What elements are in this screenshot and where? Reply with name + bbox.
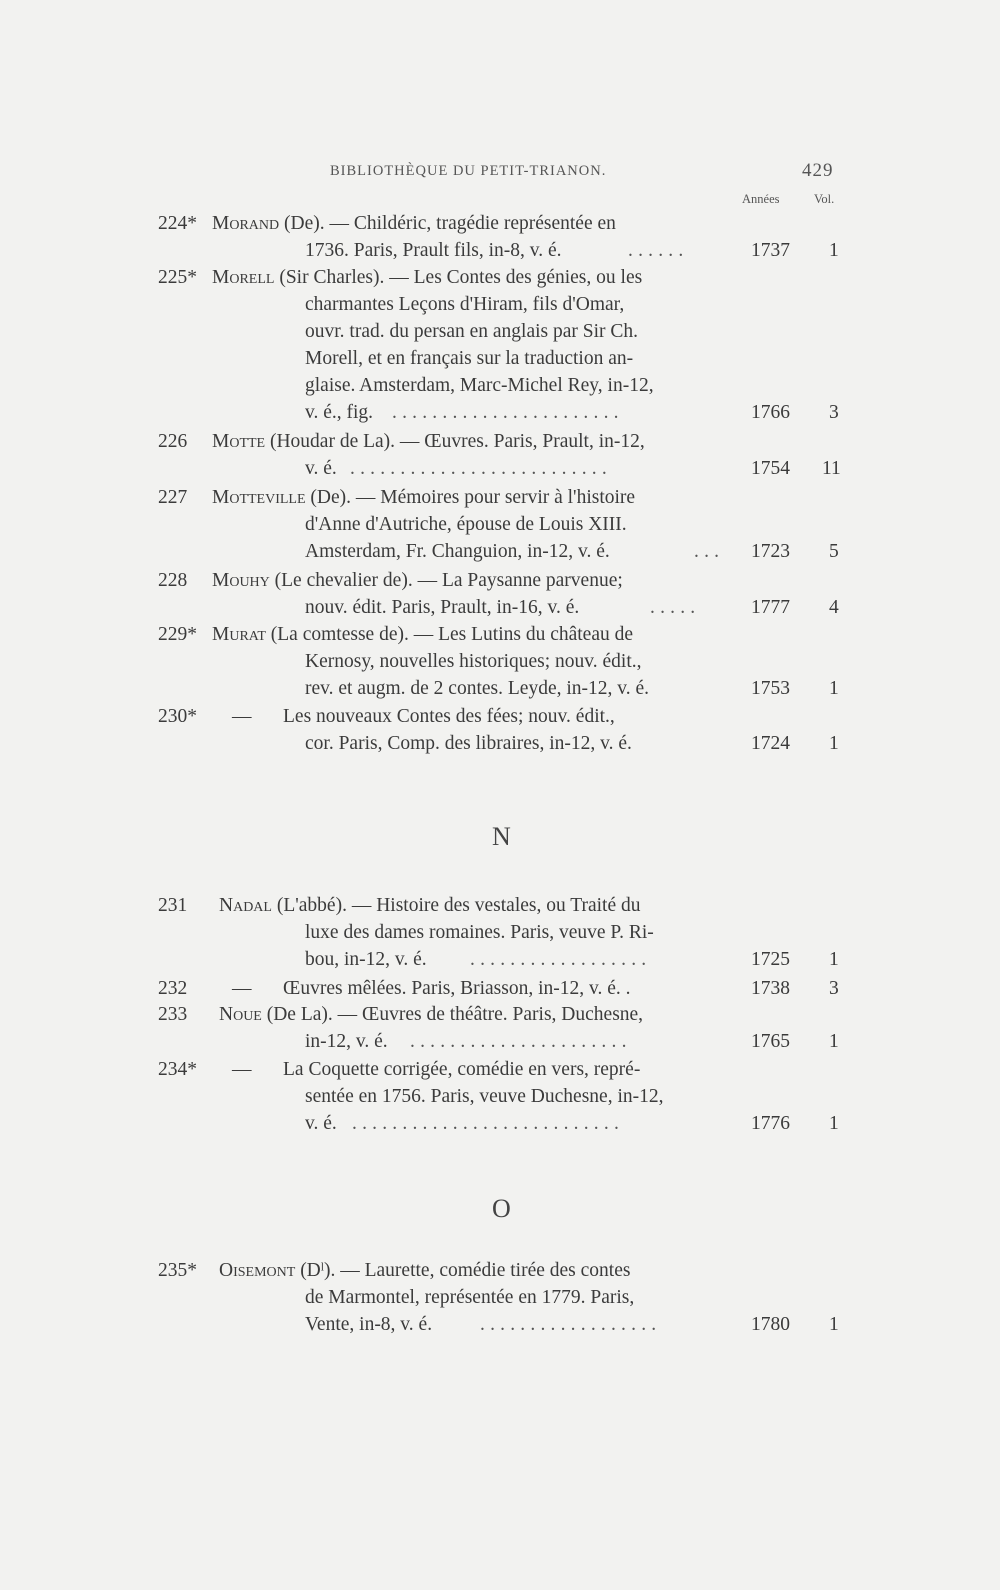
- entry-text: v. é., fig.: [305, 402, 374, 423]
- entry-text: d'Anne d'Autriche, épouse de Louis XIII.: [305, 514, 627, 535]
- ditto-dash: —: [232, 706, 252, 727]
- entry-text: (Sir Charles). — Les Contes des génies, ou les: [274, 267, 643, 288]
- entry-first-line: [212, 484, 635, 511]
- entry-text: (Le chevalier de). — La Paysanne parvenue;: [269, 570, 623, 591]
- entry-first-line: [212, 567, 623, 594]
- volumes: 1: [829, 1031, 839, 1052]
- entry-text: (De La). — Œuvres de théâtre. Paris, Duchesne,: [261, 1004, 644, 1025]
- entry-text: 1736. Paris, Prault fils, in-8, v. é.: [305, 240, 562, 261]
- section-letter-o: O: [492, 1194, 511, 1223]
- entry-first-line: [219, 892, 641, 919]
- running-title: BIBLIOTHÈQUE DU PETIT-TRIANON.: [330, 163, 607, 179]
- author-name: Motteville: [212, 487, 306, 508]
- entry-first-line: [212, 428, 645, 455]
- entry-text: cor. Paris, Comp. des libraires, in-12, v. é.: [305, 733, 632, 754]
- entry-text: glaise. Amsterdam, Marc-Michel Rey, in-12,: [305, 375, 654, 396]
- page-number: 429: [802, 160, 834, 181]
- entry-number: 234*: [158, 1059, 197, 1080]
- ditto-dash: —: [232, 978, 252, 999]
- entry-first-line: [212, 621, 633, 648]
- entry-text: v. é.: [305, 458, 337, 479]
- entry-text: Les nouveaux Contes des fées; nouv. édit.,: [283, 706, 615, 727]
- entry-text: La Coquette corrigée, comédie en vers, repré-: [283, 1059, 641, 1080]
- dot-leader: ...........................: [352, 1113, 625, 1134]
- volumes: 1: [829, 733, 839, 754]
- entry-text: rev. et augm. de 2 contes. Leyde, in-12, v. é.: [305, 678, 650, 699]
- author-name: Morand: [212, 213, 280, 234]
- volumes: 3: [829, 402, 839, 423]
- entry-number: 226: [158, 431, 188, 452]
- year: 1724: [751, 733, 790, 754]
- ditto-dash: —: [232, 1059, 252, 1080]
- volumes: 4: [829, 597, 839, 618]
- dot-leader: .....: [650, 597, 701, 618]
- dot-leader: ..................: [470, 949, 652, 970]
- year: 1765: [751, 1031, 790, 1052]
- entry-number: 233: [158, 1004, 188, 1025]
- entry-number: 229*: [158, 624, 197, 645]
- author-name: Oisemont: [219, 1260, 296, 1281]
- year: 1738: [751, 978, 790, 999]
- dot-leader: .......................: [392, 402, 624, 423]
- entry-text: v. é.: [305, 1113, 337, 1134]
- entry-text: (De). — Childéric, tragédie représentée en: [279, 213, 616, 234]
- entry-text: charmantes Leçons d'Hiram, fils d'Omar,: [305, 294, 625, 315]
- entry-number: 225*: [158, 267, 197, 288]
- entry-text: Kernosy, nouvelles historiques; nouv. édit.,: [305, 651, 642, 672]
- volumes: 5: [829, 541, 839, 562]
- dot-leader: ..................: [480, 1314, 662, 1335]
- entry-number: 224*: [158, 213, 197, 234]
- author-name: Nadal: [219, 895, 272, 916]
- entry-text: (Dˡ). — Laurette, comédie tirée des contes: [295, 1260, 631, 1281]
- entry-text: Œuvres mêlées. Paris, Briasson, in-12, v. é. .: [283, 978, 631, 999]
- entry-first-line: [219, 1257, 630, 1284]
- entry-text: Morell, et en français sur la traduction an-: [305, 348, 634, 369]
- dot-leader: ......................: [410, 1031, 632, 1052]
- entry-first-line: [212, 210, 616, 237]
- column-header-volumes: Vol.: [814, 192, 835, 206]
- entry-text: (Houdar de La). — Œuvres. Paris, Prault, in-12,: [265, 431, 645, 452]
- volumes: 3: [829, 978, 839, 999]
- volumes: 11: [822, 458, 841, 479]
- entry-number: 232: [158, 978, 188, 999]
- entry-text: de Marmontel, représentée en 1779. Paris,: [305, 1287, 635, 1308]
- year: 1725: [751, 949, 790, 970]
- author-name: Mouhy: [212, 570, 270, 591]
- dot-leader: ...: [694, 541, 725, 562]
- volumes: 1: [829, 678, 839, 699]
- entry-number: 230*: [158, 706, 197, 727]
- year: 1737: [751, 240, 790, 261]
- entry-text: bou, in-12, v. é.: [305, 949, 427, 970]
- year: 1723: [751, 541, 790, 562]
- author-name: Motte: [212, 431, 266, 452]
- volumes: 1: [829, 1314, 839, 1335]
- entry-first-line: [212, 264, 642, 291]
- entry-text: sentée en 1756. Paris, veuve Duchesne, in-12,: [305, 1086, 664, 1107]
- year: 1780: [751, 1314, 790, 1335]
- entry-number: 228: [158, 570, 188, 591]
- entry-number: 227: [158, 487, 188, 508]
- section-letter-n: N: [492, 822, 511, 851]
- year: 1776: [751, 1113, 790, 1134]
- author-name: Murat: [212, 624, 266, 645]
- entry-text: nouv. édit. Paris, Prault, in-16, v. é.: [305, 597, 580, 618]
- author-name: Morell: [212, 267, 275, 288]
- entry-text: Vente, in-8, v. é.: [305, 1314, 433, 1335]
- volumes: 1: [829, 1113, 839, 1134]
- year: 1777: [751, 597, 790, 618]
- entry-number: 235*: [158, 1260, 197, 1281]
- year: 1754: [751, 458, 790, 479]
- entry-first-line: [219, 1001, 643, 1028]
- entry-text: luxe des dames romaines. Paris, veuve P. Ri-: [305, 922, 654, 943]
- volumes: 1: [829, 949, 839, 970]
- year: 1766: [751, 402, 790, 423]
- author-name: Noue: [219, 1004, 262, 1025]
- volumes: 1: [829, 240, 839, 261]
- year: 1753: [751, 678, 790, 699]
- entry-text: (La comtesse de). — Les Lutins du château de: [265, 624, 634, 645]
- dot-leader: ..........................: [350, 458, 612, 479]
- column-header-years: Années: [742, 192, 780, 206]
- dot-leader: ......: [628, 240, 689, 261]
- entry-text: ouvr. trad. du persan en anglais par Sir Ch.: [305, 321, 639, 342]
- entry-text: Amsterdam, Fr. Changuion, in-12, v. é.: [305, 541, 610, 562]
- entry-text: (De). — Mémoires pour servir à l'histoire: [305, 487, 636, 508]
- entry-text: (L'abbé). — Histoire des vestales, ou Traité du: [271, 895, 641, 916]
- entry-number: 231: [158, 895, 188, 916]
- entry-text: in-12, v. é.: [305, 1031, 388, 1052]
